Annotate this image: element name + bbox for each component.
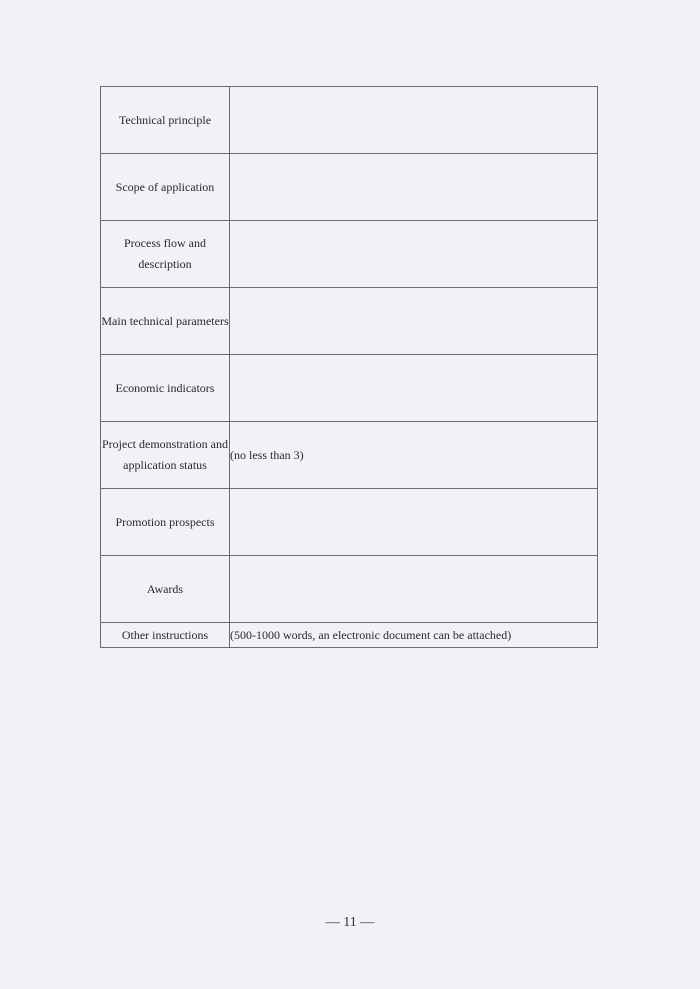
row-value-field[interactable] [230,489,598,556]
form-row-promotion-prospects [101,489,598,556]
row-value-field[interactable] [230,355,598,422]
row-value-field[interactable] [230,221,598,288]
form-row-other-instructions [101,623,598,648]
row-label: Awards [101,556,230,623]
row-label: Technical principle [101,87,230,154]
form-row-main-technical-parameters [101,288,598,355]
row-value-field[interactable] [230,154,598,221]
row-value-field[interactable] [230,87,598,154]
form-row-process-flow [101,221,598,288]
row-value-field[interactable]: (no less than 3) [230,422,598,489]
row-label: Promotion prospects [101,489,230,556]
form-row-awards [101,556,598,623]
row-label: Process flow and description [101,221,230,288]
form-row-economic-indicators [101,355,598,422]
application-form-table [100,86,598,648]
form-row-project-demonstration [101,422,598,489]
form-row-technical-principle [101,87,598,154]
row-label: Other instructions [101,623,230,648]
page-number: — 11 — [325,915,375,930]
row-label: Project demonstration and application status [101,422,230,489]
row-value-field[interactable] [230,288,598,355]
row-value-field[interactable] [230,556,598,623]
form-row-scope-of-application [101,154,598,221]
row-label: Scope of application [101,154,230,221]
row-label: Economic indicators [101,355,230,422]
row-value-field[interactable]: (500-1000 words, an electronic document can be attached) [230,623,598,648]
row-label: Main technical parameters [101,288,230,355]
